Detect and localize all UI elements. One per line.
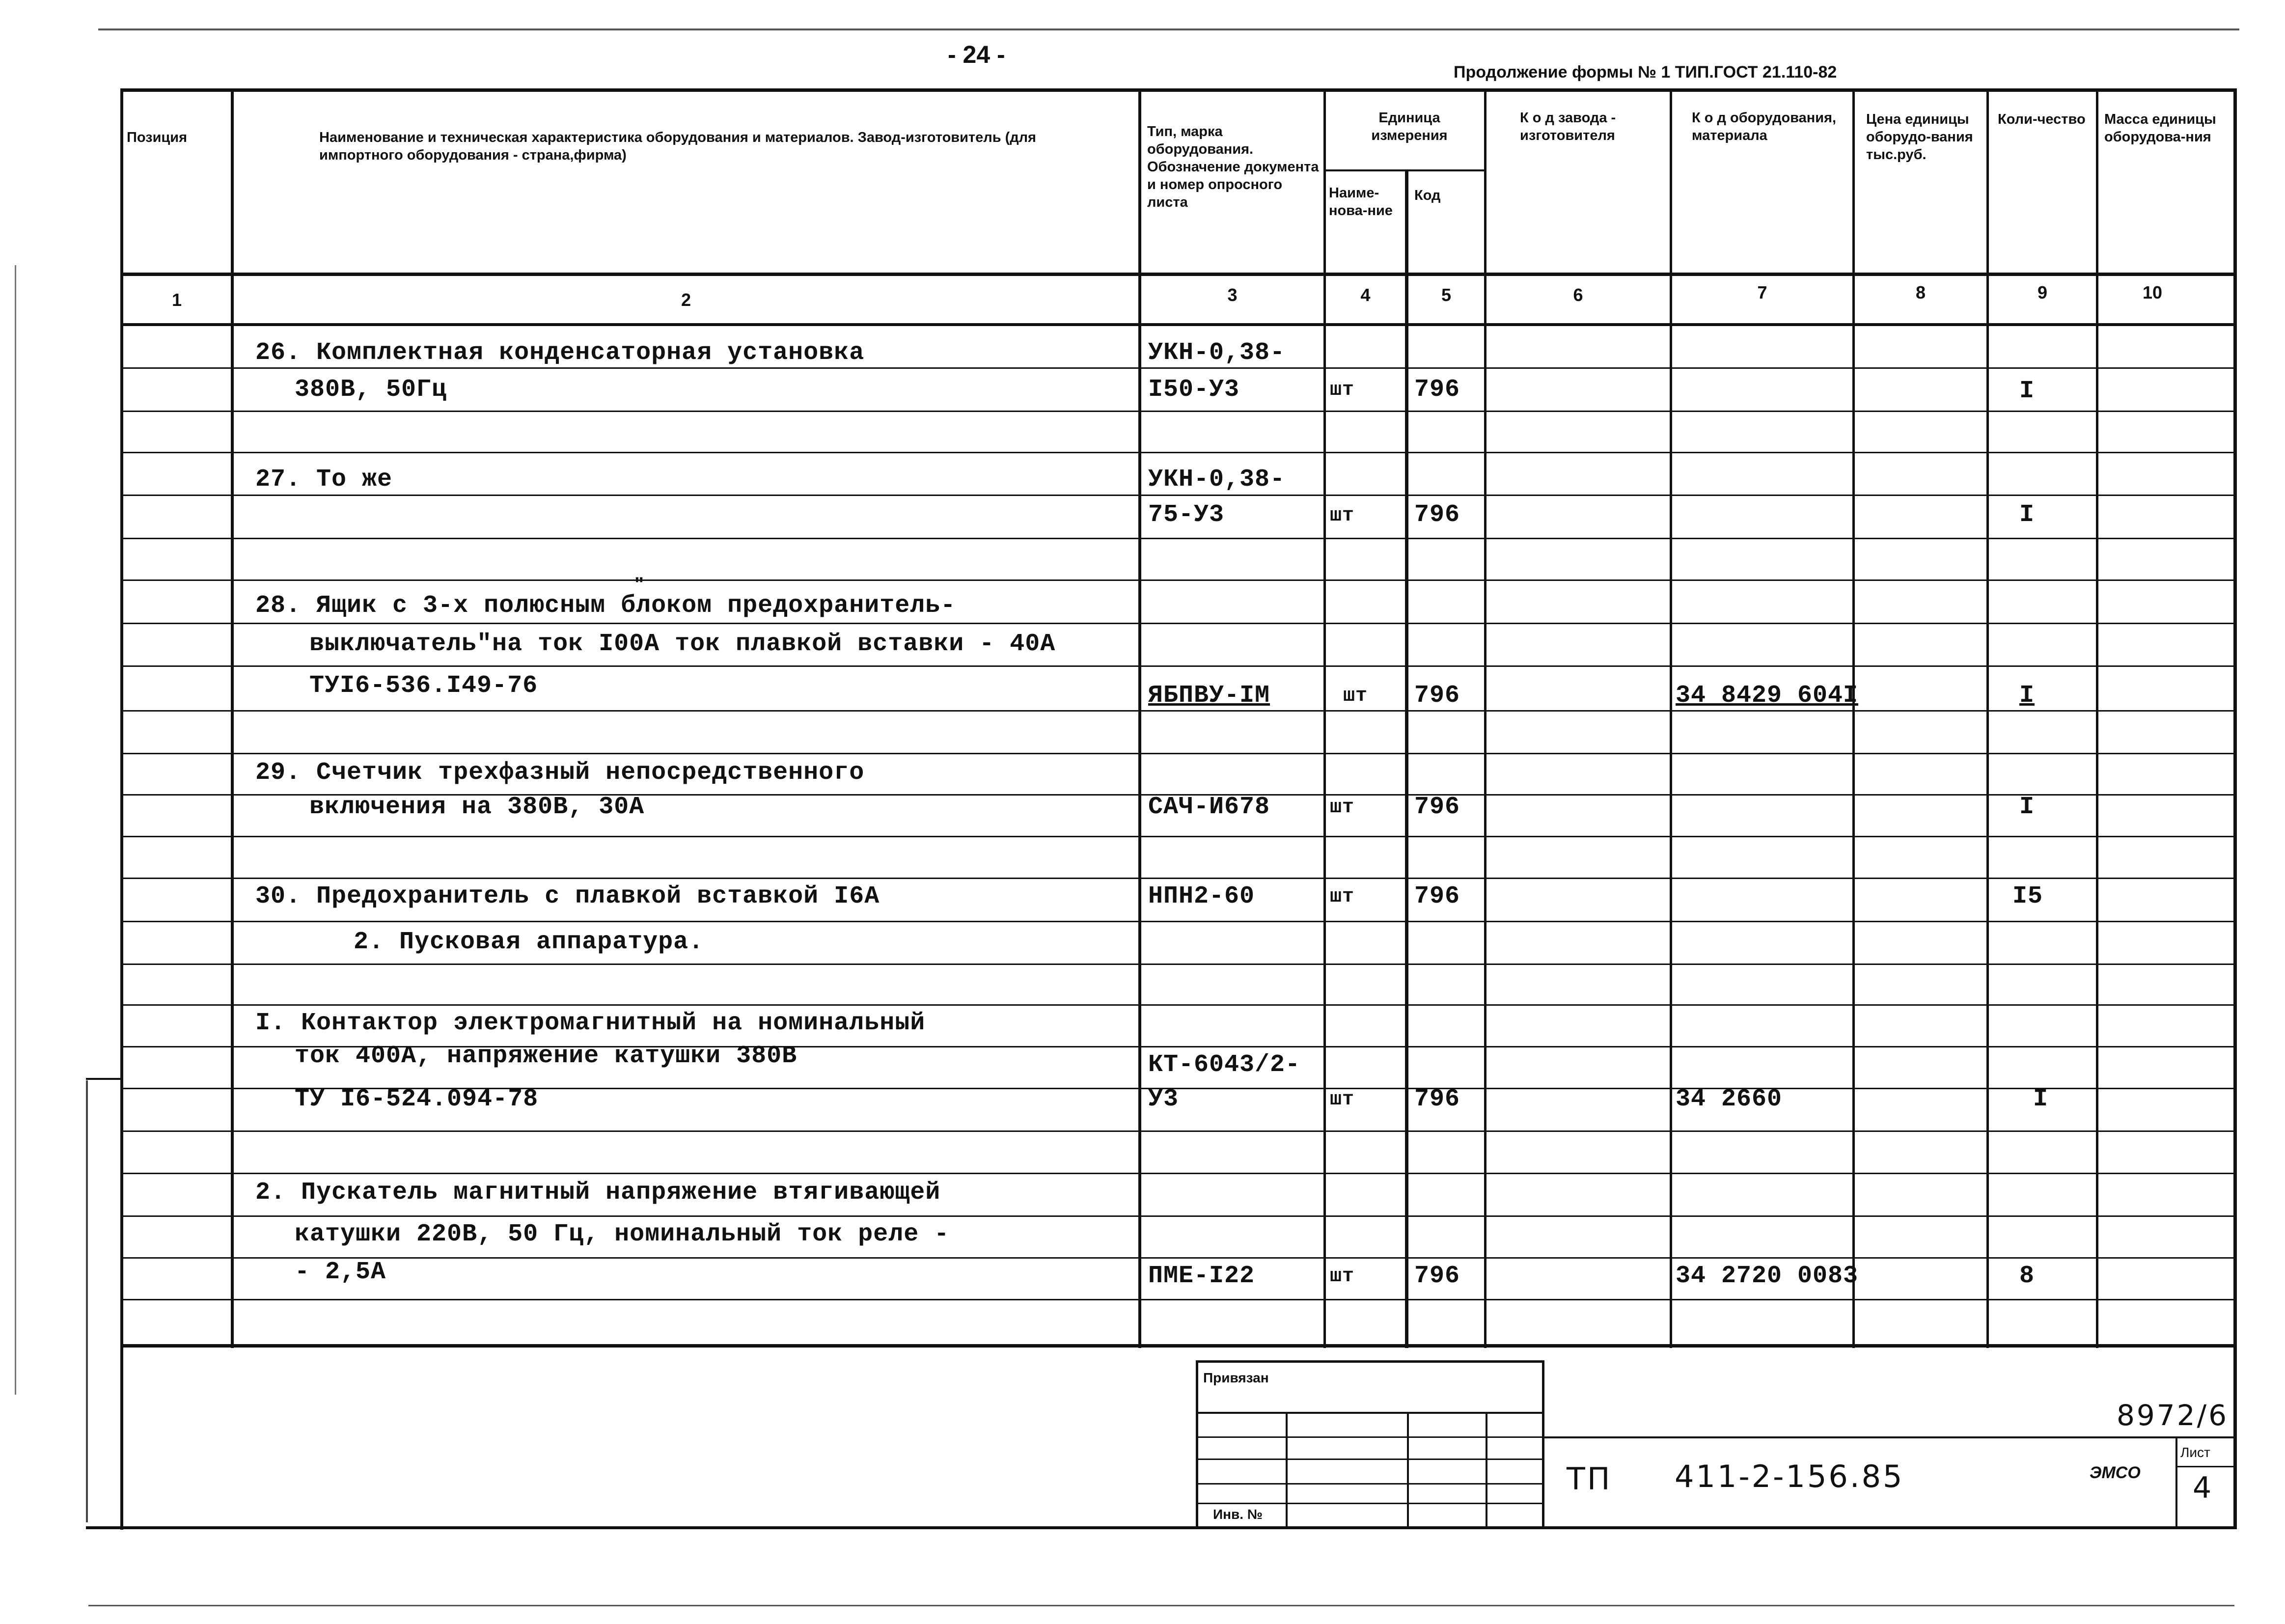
col-header-unit-name: Наиме-нова-ние [1329,185,1393,219]
row-line [120,367,2237,369]
item-28-name: 28. Ящик с 3-х полюсным блоком предохранитель- [255,592,956,620]
item-28-unit: шт [1343,685,1368,707]
section-item-2-unit: шт [1330,1266,1355,1288]
column-number: 9 [2037,282,2048,303]
item-30-type: НПН2-60 [1148,882,1255,910]
table-left-border [120,88,123,1348]
item-28-type: ЯБПВУ-IМ [1148,682,1270,710]
stamp-col [1486,1412,1487,1527]
unit-group-rule [1323,169,1486,171]
form-caption: Продолжение формы № 1 ТИП.ГОСТ 21.110-82 [1454,63,1837,82]
row-line [120,921,2237,922]
row-line [120,963,2237,965]
binding-edge [86,1080,88,1522]
binding-edge [120,1348,123,1530]
item-27-type: УКН-0,38- [1148,466,1286,494]
item-26-unit: шт [1330,379,1355,401]
column-number: 3 [1227,285,1238,305]
table-right-border [2233,88,2237,1348]
section-item-2-unit-code: 796 [1414,1262,1460,1290]
section-item-1-name-cont: ток 400А, напряжение катушки 380В [295,1042,798,1070]
row-line [120,665,2237,667]
item-28-spec: ТУI6-536.I49-76 [309,672,538,700]
row-line [120,753,2237,754]
item-30-name: 30. Предохранитель с плавкой вставкой I6А [255,882,880,910]
section-item-1-type: КТ-6043/2- [1148,1051,1301,1079]
col-line-6 [1670,88,1672,1348]
section-item-2-name-cont: - 2,5А [295,1258,386,1286]
col-header-material-code: К о д оборудования, материала [1692,110,1837,143]
row-line [120,1299,2237,1300]
item-28-quantity: I [2019,682,2035,710]
title-top-rule [1542,1436,2237,1438]
row-line [120,1215,2237,1217]
page-number: - 24 - [948,41,1005,68]
item-26-name: 26. Комплектная конденсаторная установка [255,339,865,367]
col-line-5 [1484,88,1487,1348]
column-number: 10 [2142,282,2163,303]
row-line [120,538,2237,539]
stamp-row [1196,1503,1544,1504]
row-line [120,1004,2237,1006]
stamp-row [1196,1436,1544,1438]
item-28-name-cont: выключатель"на ток I00А ток плавкой вставки - 40А [309,630,1056,658]
column-number: 2 [681,290,691,310]
column-number: 7 [1757,282,1767,303]
stamp-sheet-number: 4 [2193,1471,2214,1505]
item-27-name: 27. То же [255,466,393,494]
row-line [120,623,2237,624]
col-line-7 [1852,88,1855,1348]
row-line [120,495,2237,496]
stamp-row [1196,1459,1544,1460]
section-item-1-name: I. Контактор электромагнитный на номинальный [255,1009,926,1037]
stamp-box-top [1196,1360,1544,1363]
header-bottom-rule [120,273,2237,276]
item-28-material-code: 34 8429 604I [1676,682,1859,710]
stamp-inventory-number: Инв. № [1213,1507,1263,1522]
stamp-privyazan: Привязан [1203,1370,1269,1385]
table-bottom-rule [120,1344,2237,1348]
item-27-type-cont: 75-У3 [1148,501,1225,529]
col-header-price: Цена единицы оборудо-вания тыс.руб. [1866,111,1973,163]
scan-bottom-edge [88,1605,2234,1606]
section-title: 2. Пусковая аппаратура. [354,928,704,956]
column-number: 5 [1441,285,1452,305]
col-header-position: Позиция [127,130,187,145]
sheet-box-left [2175,1436,2177,1527]
table-top-border [120,88,2237,92]
item-27-quantity: I [2019,501,2035,529]
row-line [120,1257,2237,1259]
frame-bottom [86,1526,2237,1529]
column-number: 4 [1360,285,1371,305]
section-item-1-unit: шт [1330,1089,1355,1111]
stamp-col [1286,1412,1288,1527]
item-26-type-cont: I50-У3 [1148,376,1240,404]
column-number: 8 [1915,282,1926,303]
col-header-quantity: Коли-чество [1998,111,2086,127]
col-header-name: Наименование и техническая характеристика оборудования и материалов. Завод-изготовитель (для импортного оборудования - страна,фирма) [319,130,1036,163]
stamp-doc-number: 8972/6 [2117,1399,2229,1432]
item-27-unit: шт [1330,505,1355,527]
col-header-type: Тип, марка оборудования. Обозначение документа и номер опросного листа [1147,124,1319,210]
stamp-row [1196,1412,1544,1414]
row-line [120,836,2237,837]
section-item-1-quantity: I [2033,1085,2049,1113]
col-line-3 [1323,88,1326,1348]
item-27-unit-code: 796 [1414,501,1460,529]
stamp-project-code: 411-2-156.85 [1675,1459,1904,1494]
col-header-plant-code: К о д завода - изготовителя [1520,110,1616,143]
item-30-quantity: I5 [2012,882,2043,910]
section-item-2-material-code: 34 2720 0083 [1676,1262,1859,1290]
col-header-mass: Масса единицы оборудова-ния [2104,111,2216,145]
colnum-bottom-rule [120,323,2237,326]
scan-left-edge [15,265,16,1395]
row-line [120,878,2237,879]
col-line-4 [1405,169,1408,1348]
row-line [120,710,2237,712]
row-line [120,411,2237,412]
item-30-unit: шт [1330,886,1355,908]
sheet-box-mid [2175,1466,2237,1467]
binding-edge [86,1078,123,1080]
column-number: 6 [1573,285,1583,305]
item-29-name-cont: включения на 380В, 30А [309,793,645,821]
item-26-type: УКН-0,38- [1148,339,1286,367]
item-29-unit-code: 796 [1414,793,1460,821]
item-29-name: 29. Счетчик трехфазный непосредственного [255,759,865,787]
item-29-type: САЧ-И678 [1148,793,1270,821]
row-line [120,579,2237,581]
section-item-2-quantity: 8 [2019,1262,2035,1290]
section-item-1-spec: ТУ I6-524.094-78 [295,1085,539,1113]
row-line [120,1173,2237,1174]
row-line [120,452,2237,453]
stamp-col [1407,1412,1409,1527]
row-line [120,1130,2237,1132]
col-header-unit-code: Код [1414,188,1441,203]
column-number: 1 [171,290,182,310]
item-26-name-cont: 380В, 50Гц [295,376,447,404]
stamp-row [1196,1483,1544,1485]
section-item-1-type-cont: У3 [1148,1085,1179,1113]
stamp-box-right [1542,1360,1544,1527]
section-item-2-name: 2. Пускатель магнитный напряжение втягивающей [255,1179,941,1207]
col-line-9 [2096,88,2098,1348]
stamp-sign-mark: ЭМСО [2090,1463,2141,1482]
col-line-2 [1138,88,1141,1348]
section-item-1-material-code: 34 2660 [1676,1085,1783,1113]
item-29-quantity: I [2019,793,2035,821]
col-header-unit-group: Единица измерения [1371,110,1448,143]
item-30-unit-code: 796 [1414,882,1460,910]
item-28-quote-mark: " [634,574,644,595]
stamp-sheet-label: Лист [2180,1445,2210,1460]
item-28-unit-code: 796 [1414,682,1460,710]
col-line-1 [231,88,234,1348]
section-item-1-unit-code: 796 [1414,1085,1460,1113]
item-26-unit-code: 796 [1414,376,1460,404]
item-26-quantity: I [2019,377,2035,405]
col-line-8 [1986,88,1989,1348]
stamp-box-left [1196,1360,1198,1527]
section-item-2-type: ПМЕ-I22 [1148,1262,1255,1290]
item-29-unit: шт [1330,797,1355,819]
stamp-tp-label: ТП [1567,1461,1612,1497]
scan-top-edge [98,28,2239,30]
section-item-2-name-cont: катушки 220В, 50 Гц, номинальный ток реле - [295,1220,950,1248]
